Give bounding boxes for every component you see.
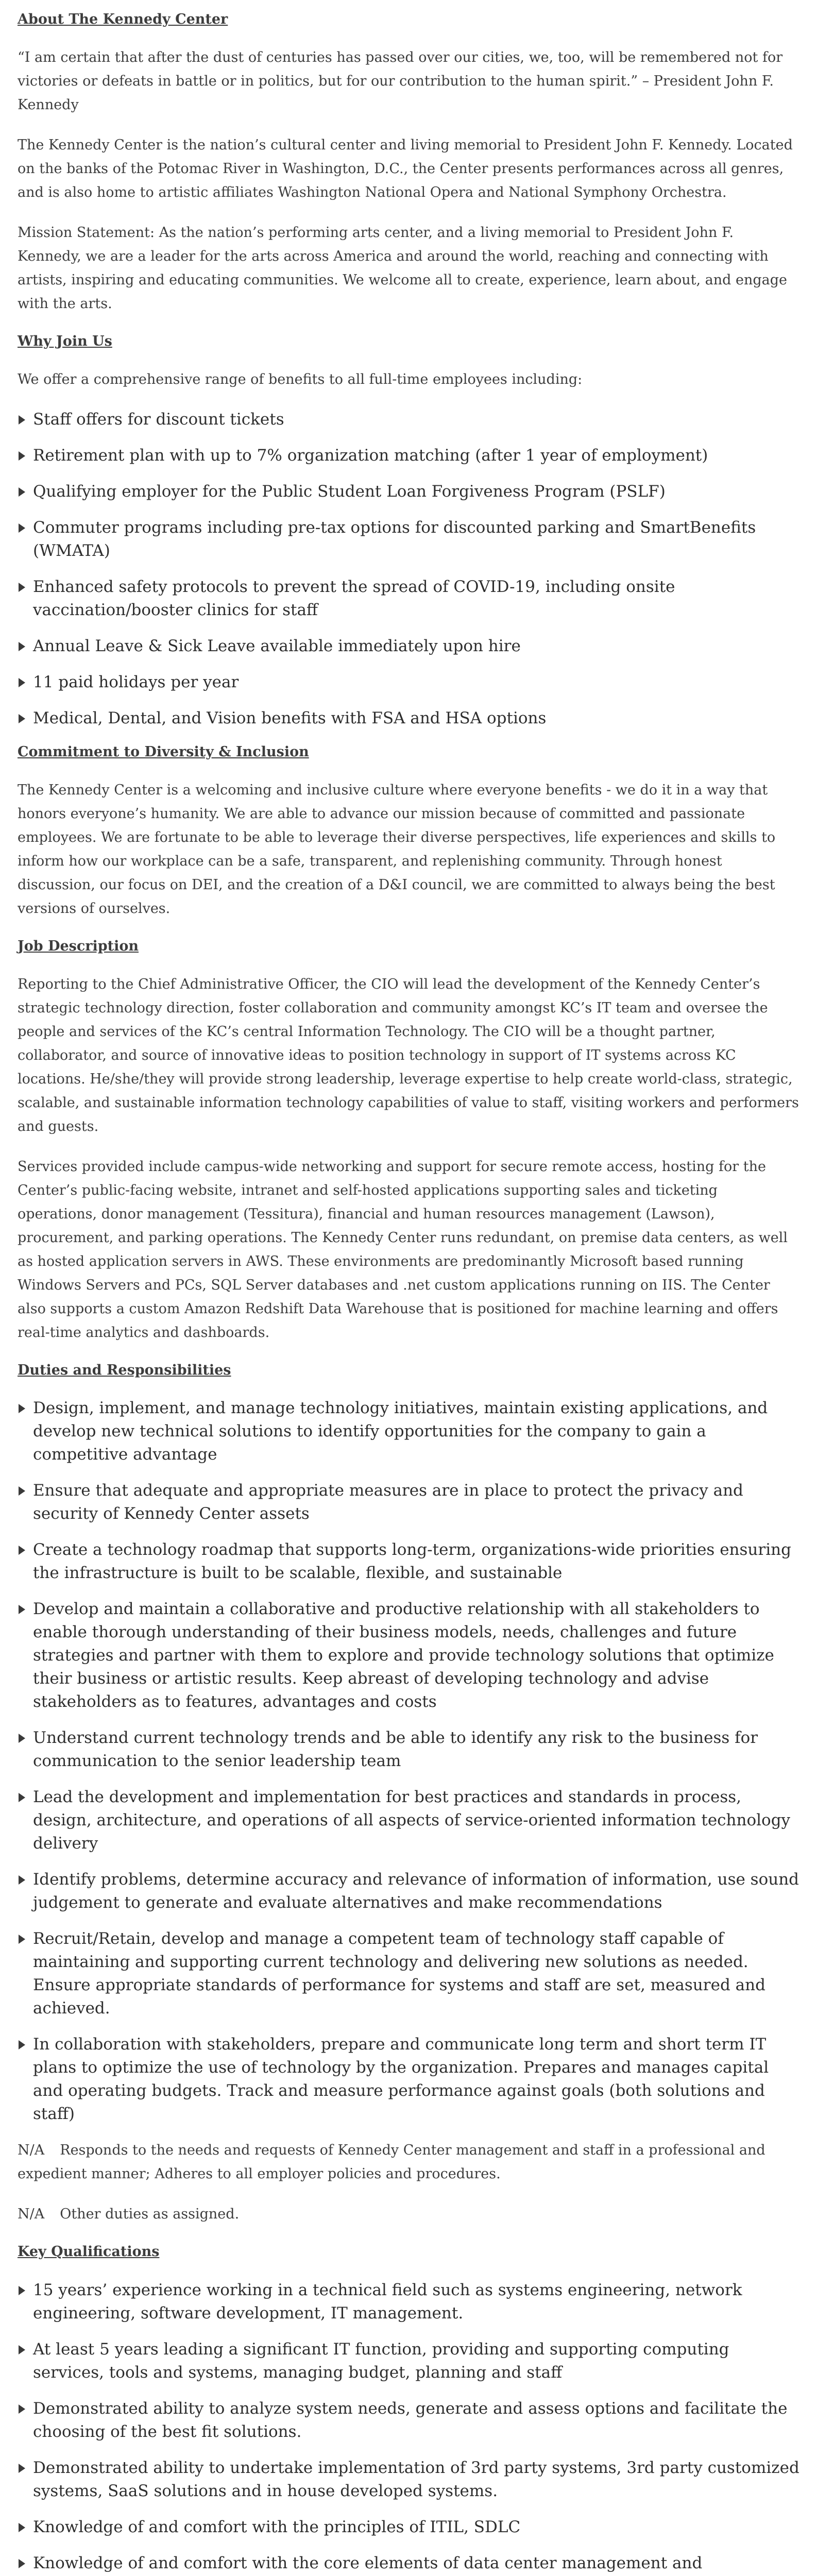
- list-item-text: Demonstrated ability to analyze system needs, generate and assess options and facilitate the choosing of the best fit solutions.: [33, 2399, 788, 2441]
- benefits-intro: We offer a comprehensive range of benefits to all full-time employees including:: [18, 371, 583, 388]
- list-item: [18, 2279, 799, 2325]
- list-item: [18, 671, 799, 694]
- list-item-text: Qualifying employer for the Public Student Loan Forgiveness Program (PSLF): [33, 482, 666, 501]
- qualifications-list: [18, 2279, 799, 2576]
- list-item: [18, 2338, 799, 2384]
- list-item-text: Develop and maintain a collaborative and productive relationship with all stakeholders to enable thorough understanding of their business models, needs, challenges and future strategies and partner with them to explore and provide technology solutions that optimize their business or artistic results. Keep abreast of developing technology and advise stakeholders as to features, advantages and costs: [33, 1600, 774, 1711]
- list-item-text: Annual Leave & Sick Leave available immediately upon hire: [33, 637, 521, 656]
- list-item: [18, 575, 799, 622]
- list-item-text: Enhanced safety protocols to prevent the spread of COVID-19, including onsite vaccination/booster clinics for staff: [33, 578, 675, 620]
- about-intro: The Kennedy Center is the nation’s cultural center and living memorial to President John F. Kennedy. Located on the banks of the Potomac River in Washington, D.C., the Center presents performances across all genres, and is also home to artistic affiliates Washington National Opera and National Symphony Orchestra.: [18, 137, 793, 201]
- list-item-text: In collaboration with stakeholders, prepare and communicate long term and short term IT plans to optimize the use of technology by the organization. Prepares and manages capital and operating budgets. Track and measure performance against goals (both solutions and staff): [33, 2035, 769, 2124]
- na-duty-line: [18, 2139, 799, 2186]
- bullet-triangle-icon: [19, 2345, 25, 2354]
- duties-list: [18, 1397, 799, 2126]
- bullet-triangle-icon: [19, 2559, 25, 2568]
- bullet-triangle-icon: [19, 1734, 25, 1743]
- benefits-list: [18, 408, 799, 730]
- bullet-triangle-icon: [19, 2040, 25, 2049]
- bullet-triangle-icon: [19, 1404, 25, 1413]
- job-description-para-1: Reporting to the Chief Administrative Officer, the CIO will lead the development of the Kennedy Center’s strategic technology direction, foster collaboration and community amongst KC’s IT team and oversee the people and services of the KC’s central Information Technology. The CIO will be a thought partner, collaborator, and source of innovative ideas to position technology in support of IT systems across KC locations. He/she/they will provide strong leadership, leverage expertise to help create world-class, strategic, scalable, and sustainable information technology capabilities of value to staff, visiting workers and performers and guests.: [18, 976, 799, 1135]
- list-item: [18, 2033, 799, 2126]
- list-item-text: Identify problems, determine accuracy and relevance of information of information, use sound judgement to generate and evaluate alternatives and make recommendations: [33, 1870, 799, 1912]
- bullet-triangle-icon: [19, 714, 25, 723]
- list-item-text: Commuter programs including pre-tax options for discounted parking and SmartBenefits (WMATA): [33, 518, 756, 561]
- list-item-text: Knowledge of and comfort with the core elements of data center management and: [33, 2553, 703, 2572]
- list-item: [18, 1927, 799, 2020]
- bullet-triangle-icon: [19, 2464, 25, 2473]
- list-item-text: Ensure that adequate and appropriate measures are in place to protect the privacy and security of Kennedy Center assets: [33, 1481, 743, 1523]
- list-item-text: Lead the development and implementation for best practices and standards in process, design, architecture, and operations of all aspects of service-oriented information technology delivery: [33, 1788, 791, 1853]
- qualifications-heading: Key Qualifications: [18, 2244, 160, 2260]
- bullet-triangle-icon: [19, 1875, 25, 1885]
- bullet-triangle-icon: [19, 1546, 25, 1555]
- na-duty-text: Responds to the needs and requests of Kennedy Center management and staff in a professional and expedient manner; Adheres to all employer policies and procedures.: [18, 2142, 765, 2182]
- bullet-triangle-icon: [19, 642, 25, 651]
- list-item-text: Staff offers for discount tickets: [33, 410, 284, 429]
- na-duty-line: [18, 2202, 799, 2226]
- list-item: [18, 635, 799, 658]
- list-item-text: Demonstrated ability to undertake implementation of 3rd party systems, 3rd party customized systems, SaaS solutions and in house developed systems.: [33, 2458, 799, 2500]
- why-join-heading: Why Join Us: [18, 333, 112, 350]
- job-description-heading: Job Description: [18, 938, 139, 955]
- list-item-text: Recruit/Retain, develop and manage a competent team of technology staff capable of maintaining and supporting current technology and delivering new solutions as needed. Ensure appropriate standards of performance for systems and staff are set, measured and achieved.: [33, 1929, 765, 2018]
- list-item: [18, 408, 799, 431]
- list-item: [18, 444, 799, 467]
- job-description-para-2: Services provided include campus-wide networking and support for secure remote access, hosting for the Center’s public-facing website, intranet and self-hosted applications supporting sales and ticketing operations, donor management (Tessitura), financial and human resources management (Lawson), procurement, and parking operations. The Kennedy Center runs redundant, on premise data centers, as well as hosted application servers in AWS. These environments are predominantly Microsoft based running Windows Servers and PCs, SQL Server databases and .net custom applications running on IIS. The Center also supports a custom Amazon Redshift Data Warehouse that is positioned for machine learning and offers real-time analytics and dashboards.: [18, 1159, 788, 1341]
- na-duty-text: Other duties as assigned.: [60, 2206, 240, 2223]
- list-item: [18, 2516, 799, 2539]
- list-item: [18, 2397, 799, 2444]
- na-tag: N/A: [18, 2206, 45, 2223]
- diversity-text: The Kennedy Center is a welcoming and inclusive culture where everyone benefits - we do it in a way that honors everyone’s humanity. We are able to advance our mission because of committed and passionate employees. We are fortunate to be able to leverage their diverse perspectives, life experiences and skills to inform how our workplace can be a safe, transparent, and replenishing community. Through honest discussion, our focus on DEI, and the creation of a D&I council, we are committed to always being the best versions of ourselves.: [18, 782, 776, 917]
- list-item: [18, 480, 799, 503]
- list-item: [18, 707, 799, 730]
- list-item-text: Design, implement, and manage technology initiatives, maintain existing applications, and develop new technical solutions to identify opportunities for the company to gain a competitive advantage: [33, 1399, 768, 1464]
- list-item: [18, 1397, 799, 1466]
- bullet-triangle-icon: [19, 451, 25, 461]
- list-item: [18, 1786, 799, 1855]
- list-item: [18, 516, 799, 563]
- diversity-heading: Commitment to Diversity & Inclusion: [18, 744, 309, 760]
- list-item-text: Knowledge of and comfort with the principles of ITIL, SDLC: [33, 2517, 521, 2536]
- bullet-triangle-icon: [19, 1605, 25, 1614]
- bullet-triangle-icon: [19, 487, 25, 497]
- bullet-triangle-icon: [19, 2286, 25, 2295]
- bullet-triangle-icon: [19, 1486, 25, 1496]
- duties-heading: Duties and Responsibilities: [18, 1362, 231, 1379]
- list-item-text: Medical, Dental, and Vision benefits with FSA and HSA options: [33, 709, 547, 728]
- na-tag: N/A: [18, 2142, 45, 2159]
- bullet-triangle-icon: [19, 2523, 25, 2532]
- list-item: [18, 1538, 799, 1585]
- list-item-text: At least 5 years leading a significant IT function, providing and supporting computing services, tools and systems, managing budget, planning and staff: [33, 2340, 729, 2382]
- list-item-text: 11 paid holidays per year: [33, 673, 239, 692]
- jfk-quote: “I am certain that after the dust of centuries has passed over our cities, we, too, will be remembered not for victories or defeats in battle or in politics, but for our contribution to the human spirit.” – President John F. Kennedy: [18, 49, 783, 113]
- bullet-triangle-icon: [19, 2404, 25, 2414]
- list-item-text: Create a technology roadmap that supports long-term, organizations-wide priorities ensuring the infrastructure is built to be scalable, flexible, and sustainable: [33, 1540, 791, 1583]
- bullet-triangle-icon: [19, 415, 25, 425]
- list-item: [18, 1479, 799, 1526]
- list-item: [18, 1868, 799, 1914]
- list-item-text: 15 years’ experience working in a technical field such as systems engineering, network engineering, software development, IT management.: [33, 2280, 742, 2323]
- list-item-text: Retirement plan with up to 7% organization matching (after 1 year of employment): [33, 446, 708, 465]
- list-item: [18, 2456, 799, 2503]
- list-item-text: Understand current technology trends and be able to identify any risk to the business for communication to the senior leadership team: [33, 1728, 758, 1771]
- bullet-triangle-icon: [19, 1793, 25, 1802]
- bullet-triangle-icon: [19, 583, 25, 592]
- list-item: [18, 1726, 799, 1773]
- about-heading: About The Kennedy Center: [18, 11, 228, 27]
- bullet-triangle-icon: [19, 523, 25, 533]
- bullet-triangle-icon: [19, 1935, 25, 1944]
- bullet-triangle-icon: [19, 678, 25, 687]
- list-item: [18, 2552, 799, 2576]
- list-item: [18, 1598, 799, 1714]
- mission-statement: Mission Statement: As the nation’s performing arts center, and a living memorial to President John F. Kennedy, we are a leader for the arts across America and around the world, reaching and connecting with artists, inspiring and educating communities. We welcome all to create, experience, learn about, and engage with the arts.: [18, 225, 788, 312]
